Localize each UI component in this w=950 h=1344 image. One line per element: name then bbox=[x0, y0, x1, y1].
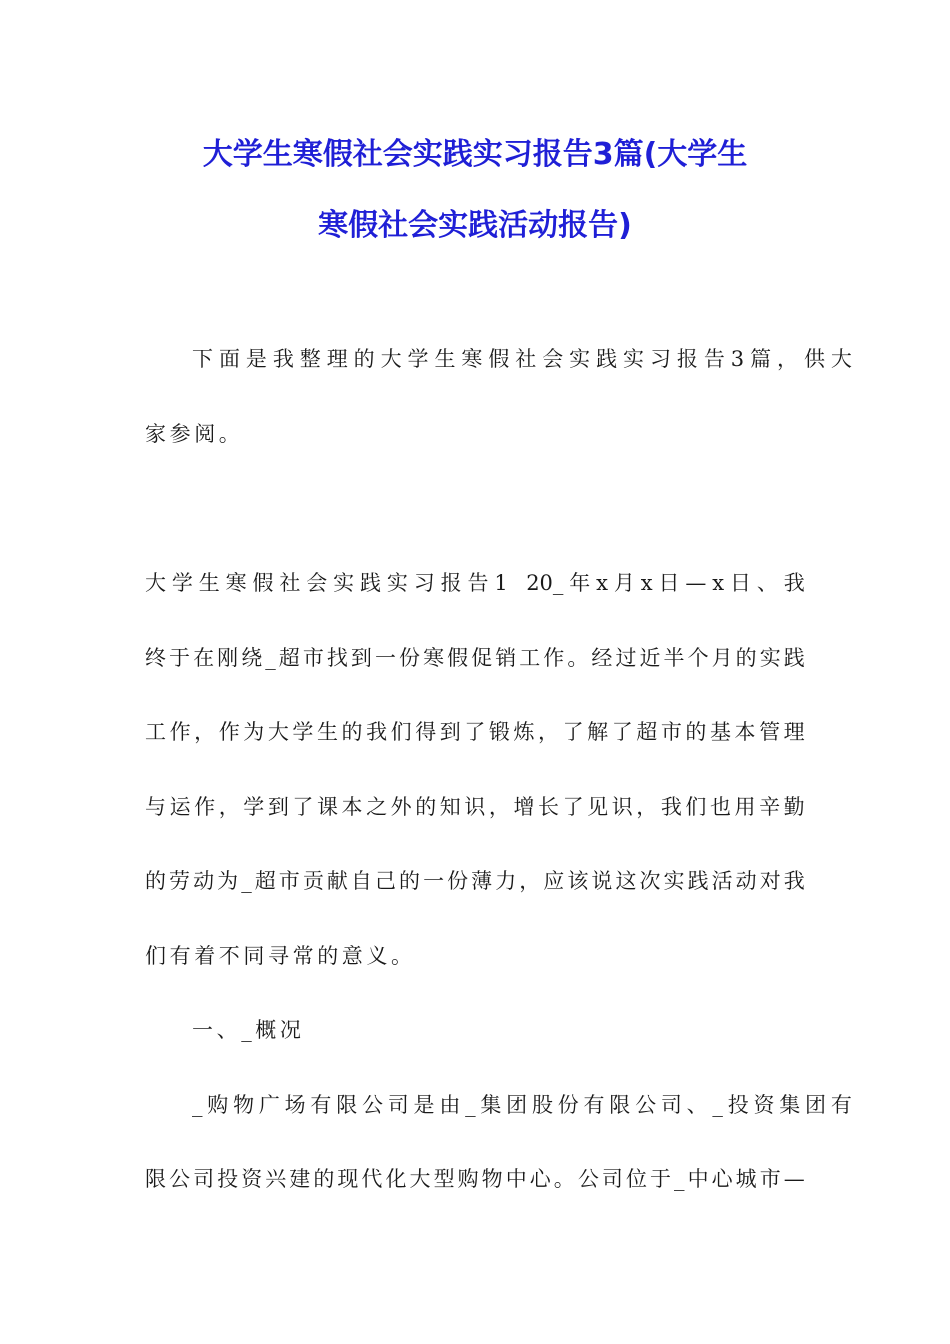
section1-line-2: 限 公 司 投 资 兴 建 的 现 代 化 大 型 购 物 中 心 。 公 司 位 于 _ 中 心 城 市 — bbox=[145, 1167, 805, 1191]
report1-line-5: 的 劳 动 为 _ 超 市 贡 献 自 己 的 一 份 薄 力 ， 应 该 说 这 次 实 践 活 动 对 我 bbox=[145, 869, 805, 893]
section1-heading: 一、_概况 bbox=[192, 1018, 305, 1042]
intro-line-1: 下 面 是 我 整 理 的 大 学 生 寒 假 社 会 实 践 实 习 报 告 3 篇 ， 供 大 bbox=[192, 347, 852, 371]
report1-line-6: 们有着不同寻常的意义。 bbox=[145, 944, 416, 968]
section1-line-1: _ 购 物 广 场 有 限 公 司 是 由 _ 集 团 股 份 有 限 公 司 、 _ 投 资 集 团 有 bbox=[192, 1093, 852, 1117]
document-title-line-2: 寒假社会实践活动报告) bbox=[318, 208, 632, 243]
report1-line-4: 与 运 作 ， 学 到 了 课 本 之 外 的 知 识 ， 增 长 了 见 识 ， 我 们 也 用 辛 勤 bbox=[145, 795, 805, 819]
report1-line-1: 大 学 生 寒 假 社 会 实 践 实 习 报 告 1 20_ 年 x 月 x 日 — x 日 、 我 bbox=[145, 571, 805, 595]
document-title-line-1: 大学生寒假社会实践实习报告3篇(大学生 bbox=[202, 137, 748, 172]
report1-line-2: 终 于 在 刚 绕 _ 超 市 找 到 一 份 寒 假 促 销 工 作 。 经 过 近 半 个 月 的 实 践 bbox=[145, 646, 805, 670]
report1-line-3: 工 作 ， 作 为 大 学 生 的 我 们 得 到 了 锻 炼 ， 了 解 了 超 市 的 基 本 管 理 bbox=[145, 720, 805, 744]
intro-line-2: 家参阅。 bbox=[145, 422, 244, 446]
